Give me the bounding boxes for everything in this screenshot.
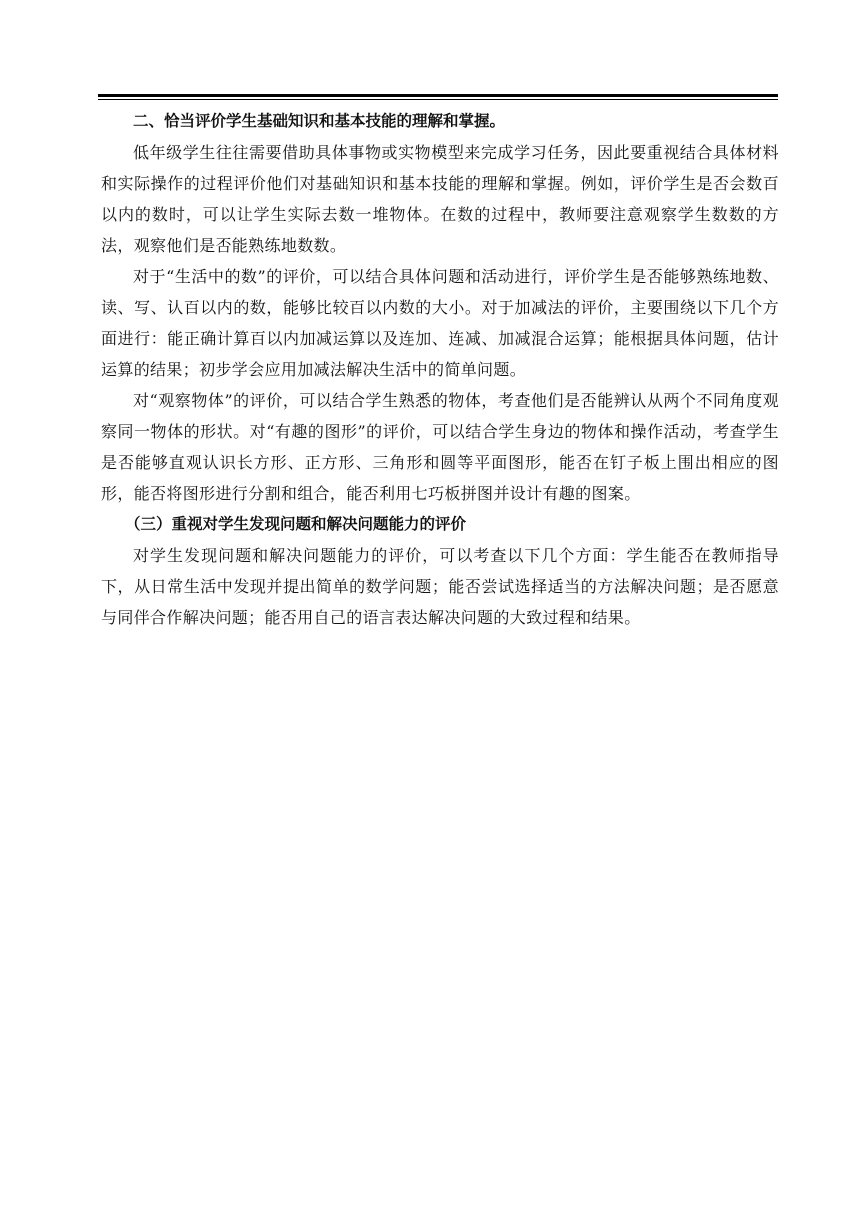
section-heading-2: 二、恰当评价学生基础知识和基本技能的理解和掌握。 xyxy=(133,112,506,130)
paragraph-4: 对学生发现问题和解决问题能力的评价，可以考查以下几个方面：学生能否在教师指导下，从日常生活中发现并提出简单的数学问题；能否尝试选择适当的方法解决问题；是否愿意与同伴合作解决问题；能否用自己的语言表达解决问题的大致过程和结果。 xyxy=(101,546,779,627)
document-body xyxy=(101,106,779,633)
paragraph-3: 对“观察物体”的评价，可以结合学生熟悉的物体，考查他们是否能辨认从两个不同角度观察同一物体的形状。对“有趣的图形”的评价，可以结合学生身边的物体和操作活动，考查学生是否能够直观认识长方形、正方形、三角形和圆等平面图形，能否在钉子板上围出相应的图形，能否将图形进行分割和组合，能否利用七巧板拼图并设计有趣的图案。 xyxy=(101,391,779,503)
header-rule-thick xyxy=(98,94,778,97)
paragraph-2: 对于“生活中的数”的评价，可以结合具体问题和活动进行，评价学生是否能够熟练地数、读、写、认百以内的数，能够比较百以内数的大小。对于加减法的评价，主要围绕以下几个方面进行：能正确计算百以内加减运算以及连加、连减、加减混合运算；能根据具体问题，估计运算的结果；初步学会应用加减法解决生活中的简单问题。 xyxy=(101,267,779,379)
header-rule-thin xyxy=(98,99,778,100)
section-heading-3: （三）重视对学生发现问题和解决问题能力的评价 xyxy=(125,515,467,533)
paragraph-1: 低年级学生往往需要借助具体事物或实物模型来完成学习任务，因此要重视结合具体材料和实际操作的过程评价他们对基础知识和基本技能的理解和掌握。例如，评价学生是否会数百以内的数时，可以让学生实际去数一堆物体。在数的过程中，教师要注意观察学生数数的方法，观察他们是否能熟练地数数。 xyxy=(101,143,779,255)
